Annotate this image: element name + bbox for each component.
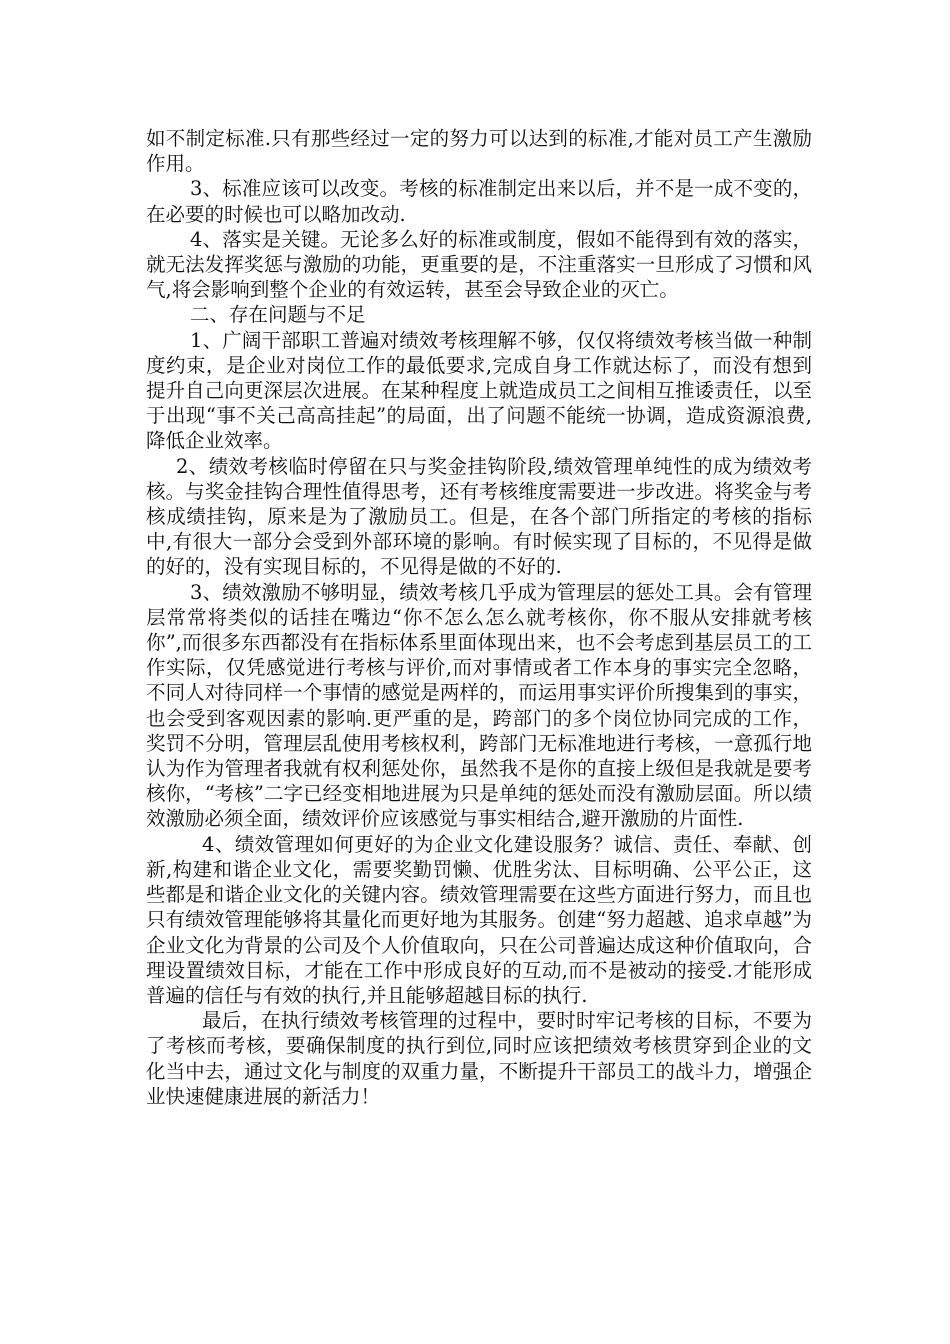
document-body <box>146 126 812 1109</box>
paragraph-standard-changeable: 3、标准应该可以改变。考核的标准制定出来以后，并不是一成不变的，在必要的时候也可以略加改动. <box>146 177 812 226</box>
paragraph-problem-1: 1、广阔干部职工普遍对绩效考核理解不够，仅仅将绩效考核当做一种制度约束，是企业对岗位工作的最低要求,完成自身工作就达标了，而没有想到提升自己向更深层次进展。在某种程度上就造成员工之间相互推诿责任，以至于出现“事不关己高高挂起”的局面，出了问题不能统一协调，造成资源浪费,降低企业效率。 <box>146 328 812 453</box>
paragraph-continuation: 如不制定标准.只有那些经过一定的努力可以达到的标准,才能对员工产生激励作用。 <box>146 127 812 176</box>
section-heading-problems: 二、存在问题与不足 <box>190 303 366 327</box>
paragraph-implementation-key: 4、落实是关键。无论多么好的标准或制度，假如不能得到有效的落实，就无法发挥奖惩与激励的功能，更重要的是，不注重落实一旦形成了习惯和风气,将会影响到整个企业的有效运转，甚至会导致企业的灭亡。 <box>146 227 812 302</box>
paragraph-conclusion: 最后，在执行绩效考核管理的过程中，要时时牢记考核的目标，不要为了考核而考核，要确保制度的执行到位,同时应该把绩效考核贯穿到企业的文化当中去，通过文化与制度的双重力量，不断提升干部员工的战斗力，增强企业快速健康进展的新活力！ <box>146 1009 812 1108</box>
paragraph-problem-4: 4、绩效管理如何更好的为企业文化建设服务？诚信、责任、奉献、创新,构建和谐企业文化，需要奖勤罚懒、优胜劣汰、目标明确、公平公正，这些都是和谐企业文化的关键内容。绩效管理需要在这些方面进行努力，而且也只有绩效管理能够将其量化而更好地为其服务。创建“努力超越、追求卓越”为企业文化为背景的公司及个人价值取向，只在公司普遍达成这种价值取向，合理设置绩效目标，才能在工作中形成良好的互动,而不是被动的接受.才能形成普遍的信任与有效的执行,并且能够超越目标的执行. <box>146 832 812 1007</box>
paragraph-problem-3: 3、绩效激励不够明显，绩效考核几乎成为管理层的惩处工具。会有管理层常常将类似的话挂在嘴边“你不怎么怎么就考核你，你不服从安排就考核你”,而很多东西都没有在指标体系里面体现出来，也不会考虑到基层员工的工作实际，仅凭感觉进行考核与评价,而对事情或者工作本身的事实完全忽略，不同人对待同样一个事情的感觉是两样的，而运用事实评价所搜集到的事实，也会受到客观因素的影响.更严重的是，跨部门的多个岗位协同完成的工作，奖罚不分明，管理层乱使用考核权利，跨部门无标准地进行考核，一意孤行地认为作为管理者我就有权利惩处你，虽然我不是你的直接上级但是我就是要考核你，“考核”二字已经变相地进展为只是单纯的惩处而没有激励层面。所以绩效激励必须全面，绩效评价应该感觉与事实相结合,避开激励的片面性. <box>146 580 812 831</box>
paragraph-problem-2: 2、绩效考核临时停留在只与奖金挂钩阶段,绩效管理单纯性的成为绩效考核。与奖金挂钩合理性值得思考，还有考核维度需要进一步改进。将奖金与考核成绩挂钩，原来是为了激励员工。但是，在各个部门所指定的考核的指标中,有很大一部分会受到外部环境的影响。有时候实现了目标的，不见得是做的好的，没有实现目标的，不见得是做的不好的. <box>146 454 812 579</box>
